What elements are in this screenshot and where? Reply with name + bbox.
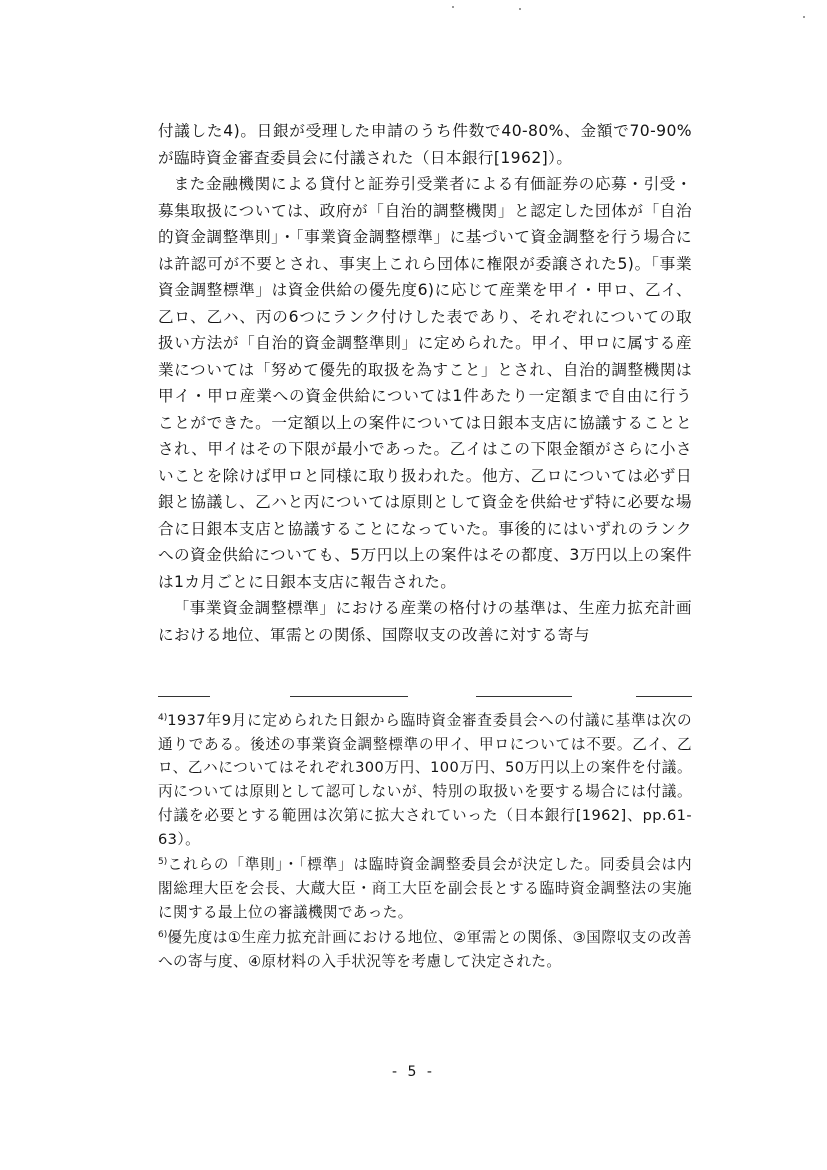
body-text (158, 118, 692, 648)
footnote-text: これらの「準則」・「標準」は臨時資金調整委員会が決定した。同委員会は内閣総理大臣を会長、大蔵大臣・商工大臣を副会長とする臨時資金調整法の実施に関する最上位の審議機関であった。 (158, 856, 692, 921)
footnote-text: 1937年9月に定められた日銀から臨時資金審査委員会への付議に基準は次の通りである。後述の事業資金調整標準の甲イ、甲ロについては不要。乙イ、乙ロ、乙ハについてはそれぞれ300万円、100万円、50万円以上の案件を付議。丙については原則として認可しないが、特別の取扱いを要する場合には付議。付議を必要とする範囲は次第に拡大されていった（日本銀行[1962]、pp.61-63）。 (158, 712, 692, 848)
footnote-text: 優先度は①生産力拡充計画における地位、②軍需との関係、③国際収支の改善への寄与度、④原材料の入手状況等を考慮して決定された。 (158, 929, 692, 971)
page-number: - 5 - (392, 1064, 435, 1080)
body-paragraph: 付議した4)。日銀が受理した申請のうち件数で40-80%、金額で70-90%が臨時資金審査委員会に付議された（日本銀行[1962]）。 (158, 122, 692, 167)
footnote-6 (158, 924, 692, 973)
footnote-marker: 4) (158, 713, 168, 723)
footnote-4 (158, 707, 692, 851)
footnotes (158, 707, 692, 974)
body-paragraph: また金融機関による貸付と証券引受業者による有価証券の応募・引受・募集取扱については、政府が「自治的調整機関」と認定した団体が「自治的資金調整準則」・「事業資金調整標準」に基づいて資金調整を行う場合には許認可が不要とされ、事実上これら団体に権限が委譲された5)。「事業資金調整標準」は資金供給の優先度6)に応じて産業を甲イ・甲ロ、乙イ、乙ロ、乙ハ、丙の6つにランク付けした表であり、それぞれについての取扱い方法が「自治的資金調整準則」に定められた。甲イ、甲ロに属する産業については「努めて優先的取扱を為すこと」とされ、自治的調整機関は甲イ・甲ロ産業への資金供給については1件あたり一定額まで自由に行うことができた。一定額以上の案件については日銀本支店に協議することとされ、甲イはその下限が最小であった。乙イはこの下限金額がさらに小さいことを除けば甲ロと同様に取り扱われた。他方、乙ロについては必ず日銀と協議し、乙ハと丙については原則として資金を供給せず特に必要な場合に日銀本支店と協議することになっていた。事後的にはいずれのランクへの資金供給についても、5万円以上の案件はその都度、3万円以上の案件は1カ月ごとに日銀本支店に報告された。 (158, 175, 692, 591)
separator-dash (476, 696, 572, 697)
scan-speck (803, 16, 805, 18)
separator-dash (636, 696, 692, 697)
footnote-marker: 5) (158, 857, 168, 868)
separator-dash (158, 696, 210, 697)
scan-speck (452, 6, 454, 8)
body-paragraph: 「事業資金調整標準」における産業の格付けの基準は、生産力拡充計画における地位、軍需との関係、国際収支の改善に対する寄与 (158, 599, 692, 644)
footnote-marker: 6) (158, 930, 168, 941)
footnote-5 (158, 851, 692, 924)
separator-dash (290, 696, 408, 697)
scan-speck (519, 8, 521, 10)
footnote-separator (158, 696, 692, 699)
